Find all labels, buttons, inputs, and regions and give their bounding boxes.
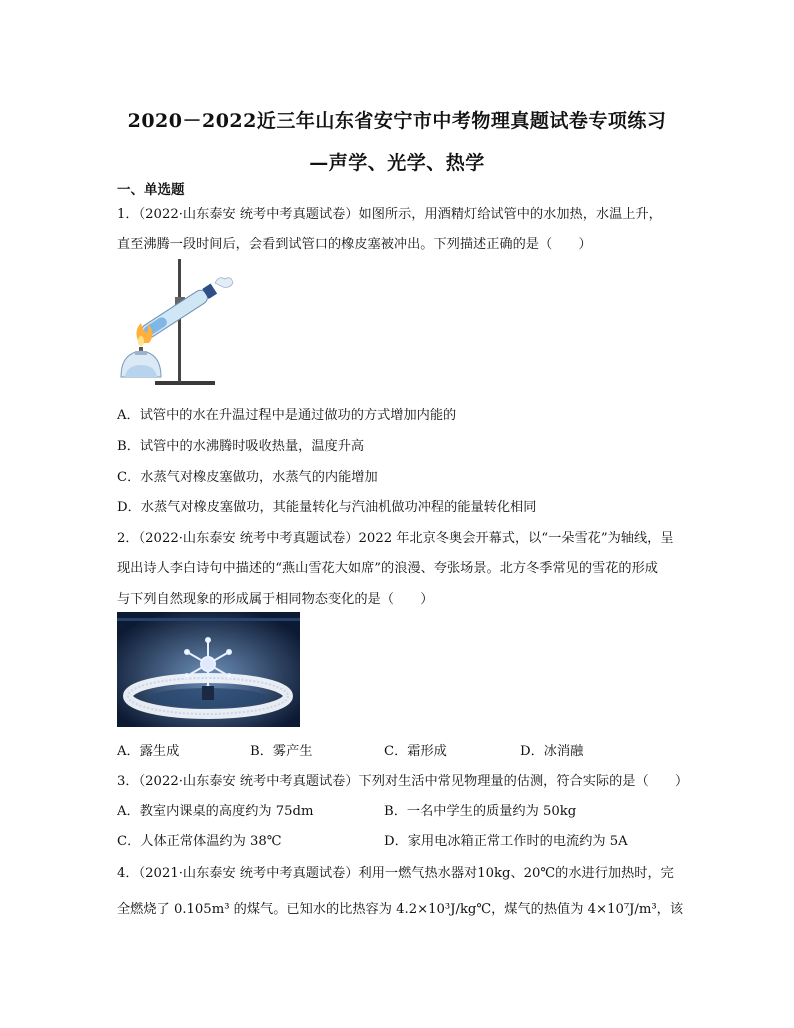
q3-stem-line-1: 3．（2022·山东泰安 统考中考真题试卷）下列对生活中常见物理量的估测，符合实际的是（ ） <box>117 774 689 789</box>
snowflake-photo-svg <box>117 612 300 727</box>
stand-base <box>155 381 215 385</box>
q1-option-a: A．试管中的水在升温过程中是通过做功的方式增加内能的 <box>117 408 457 423</box>
q4-stem-line-1: 4．（2021·山东泰安 统考中考真题试卷）利用一燃气热水器对10kg、20℃的水进行加热时，完 <box>117 866 674 881</box>
document-title-line-1: 2020－2022近三年山东省安宁市中考物理真题试卷专项练习 <box>127 110 667 132</box>
q2-stem-line-1: 2．（2022·山东泰安 统考中考真题试卷）2022 年北京冬奥会开幕式，以“一朵雪花”为轴线，呈 <box>117 531 674 546</box>
q1-option-b: B．试管中的水沸腾时吸收热量，温度升高 <box>117 439 365 454</box>
stand-rod <box>178 259 181 383</box>
q2-option-a: A．露生成 <box>117 744 180 759</box>
q1-stem-line-1: 1．（2022·山东泰安 统考中考真题试卷）如图所示，用酒精灯给试管中的水加热，水温上升， <box>117 207 662 222</box>
q2-option-d: D．冰消融 <box>520 744 584 759</box>
q2-stem-line-2: 现出诗人李白诗句中描述的“燕山雪花大如席”的浪漫、夸张场景。北方冬季常见的雪花的形成 <box>117 561 658 576</box>
q3-option-d: D．家用电冰箱正常工作时的电流约为 5A <box>384 834 628 849</box>
q2-option-b: B．雾产生 <box>250 744 313 759</box>
section-heading: 一、单选题 <box>117 182 185 198</box>
q3-option-c: C．人体正常体温约为 38℃ <box>117 834 282 849</box>
olympic-snowflake-photo <box>117 612 300 727</box>
q2-stem-line-3: 与下列自然现象的形成属于相同物态变化的是（ ） <box>117 592 434 607</box>
q3-option-a: A．教室内课桌的高度约为 75dm <box>117 804 314 819</box>
q2-option-c: C．霜形成 <box>384 744 447 759</box>
steam-puff <box>215 278 233 288</box>
lab-apparatus-svg <box>115 255 235 390</box>
q4-stem-line-2: 全燃烧了 0.105m³ 的煤气。已知水的比热容为 4.2×10³J/kg℃，煤气的热值为 4×10⁷J/m³，该 <box>117 902 684 917</box>
alcohol-lamp-test-tube-figure <box>115 255 235 390</box>
q3-option-b: B．一名中学生的质量约为 50kg <box>384 804 577 819</box>
q1-option-c: C．水蒸气对橡皮塞做功，水蒸气的内能增加 <box>117 470 378 485</box>
q1-option-d: D．水蒸气对橡皮塞做功，其能量转化与汽油机做功冲程的能量转化相同 <box>117 500 537 515</box>
document-title-line-2: —声学、光学、热学 <box>309 152 485 174</box>
q1-stem-line-2: 直至沸腾一段时间后，会看到试管口的橡皮塞被冲出。下列描述正确的是（ ） <box>117 237 592 252</box>
